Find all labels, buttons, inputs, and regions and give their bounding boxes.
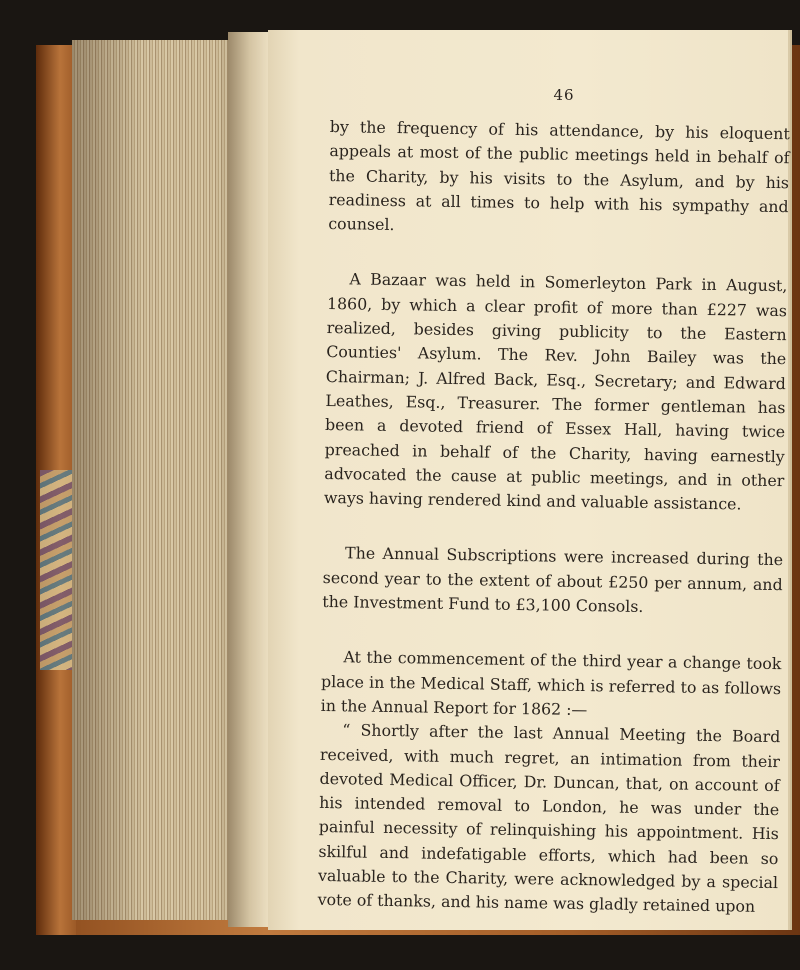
marbled-endpaper [40,470,76,670]
page-body [317,115,789,920]
paragraph-report-quote: “ Shortly after the last Annual Meeting the Board received, with much regret, an intimation from their devoted Medical Officer, Dr. Duncan, that, on account of his intended removal to London, he was under the painful necessity of relinquishing his appointment. His skilful and indefatigable efforts, which had been so valuable to the Charity, were acknowledged by a special vote of thanks, and his name was gladly retained upon [317,720,781,917]
paragraph-subscriptions: The Annual Subscriptions were increased during the second year to the extent of about £250 per annum, and the Investment Fund to £3,100 Consols. [322,543,784,617]
page-number: 46 [553,86,575,104]
paragraph-continuation: by the frequency of his attendance, by his eloquent appeals at most of the public meetings held in behalf of the Charity, by his visits to the Asylum, and by his readiness at all times to help with his sympathy and counsel. [328,116,790,235]
paragraph-bazaar: A Bazaar was held in Somerleyton Park in August, 1860, by which a clear profit of more than £227 was realized, besides giving publicity to the Eastern Counties' Asylum. The Rev. John Bailey was the Chairman; J. Alfred Back, Esq., Secretary; and Edward Leathes, Esq., Treasurer. The former gentleman has been a devoted friend of Essex Hall, having twice preached in behalf of the Charity, having earnestly advocated the cause at public meetings, and in other ways having rendered kind and valuable assistance. [323,269,788,514]
paragraph-medical-staff: At the commencement of the third year a change took place in the Medical Staff, which is referred to as follows in the Annual Report for 1862 :— [320,647,782,720]
